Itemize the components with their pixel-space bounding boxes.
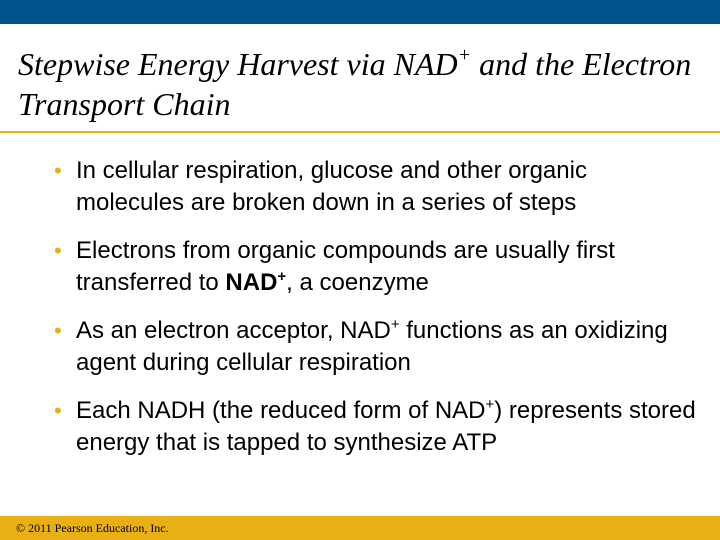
bold-term-superscript: + (277, 268, 287, 285)
bullet-text: Electrons from organic compounds are usually first transferred to (76, 237, 615, 296)
bullet-text: As an electron acceptor, NAD (76, 317, 391, 344)
title-text-continued: and the Electron Transport Chain (18, 46, 692, 122)
copyright-text: © 2011 Pearson Education, Inc. (16, 521, 169, 535)
top-banner (0, 0, 720, 24)
bullet-text-continued: functions as an oxidizing agent during cellular respiration (76, 317, 668, 376)
bullet-marker: • (54, 398, 62, 423)
title-divider (0, 131, 720, 133)
bullet-item (0, 235, 720, 299)
slide-title (18, 44, 708, 124)
bullet-text-continued: ) represents stored energy that is tapped to synthesize ATP (76, 397, 696, 456)
bold-term-text: NAD (225, 269, 278, 296)
bullet-item (0, 395, 720, 459)
bullet-superscript: + (485, 396, 495, 413)
bullet-text: In cellular respiration, glucose and other organic molecules are broken down in a series of steps (76, 157, 587, 216)
title-superscript: + (457, 44, 472, 66)
title-text: Stepwise Energy Harvest via NAD (18, 46, 458, 82)
bullet-marker: • (54, 158, 62, 183)
footer-bar (0, 516, 720, 540)
bullet-marker: • (54, 238, 62, 263)
bullet-list (0, 155, 720, 459)
bullet-marker: • (54, 318, 62, 343)
bullet-item (0, 155, 720, 219)
bullet-bold-term (225, 269, 286, 296)
bullet-superscript: + (390, 316, 400, 333)
bullet-text-continued: , a coenzyme (286, 269, 429, 296)
bullet-text: Each NADH (the reduced form of NAD (76, 397, 486, 424)
bullet-item (0, 315, 720, 379)
